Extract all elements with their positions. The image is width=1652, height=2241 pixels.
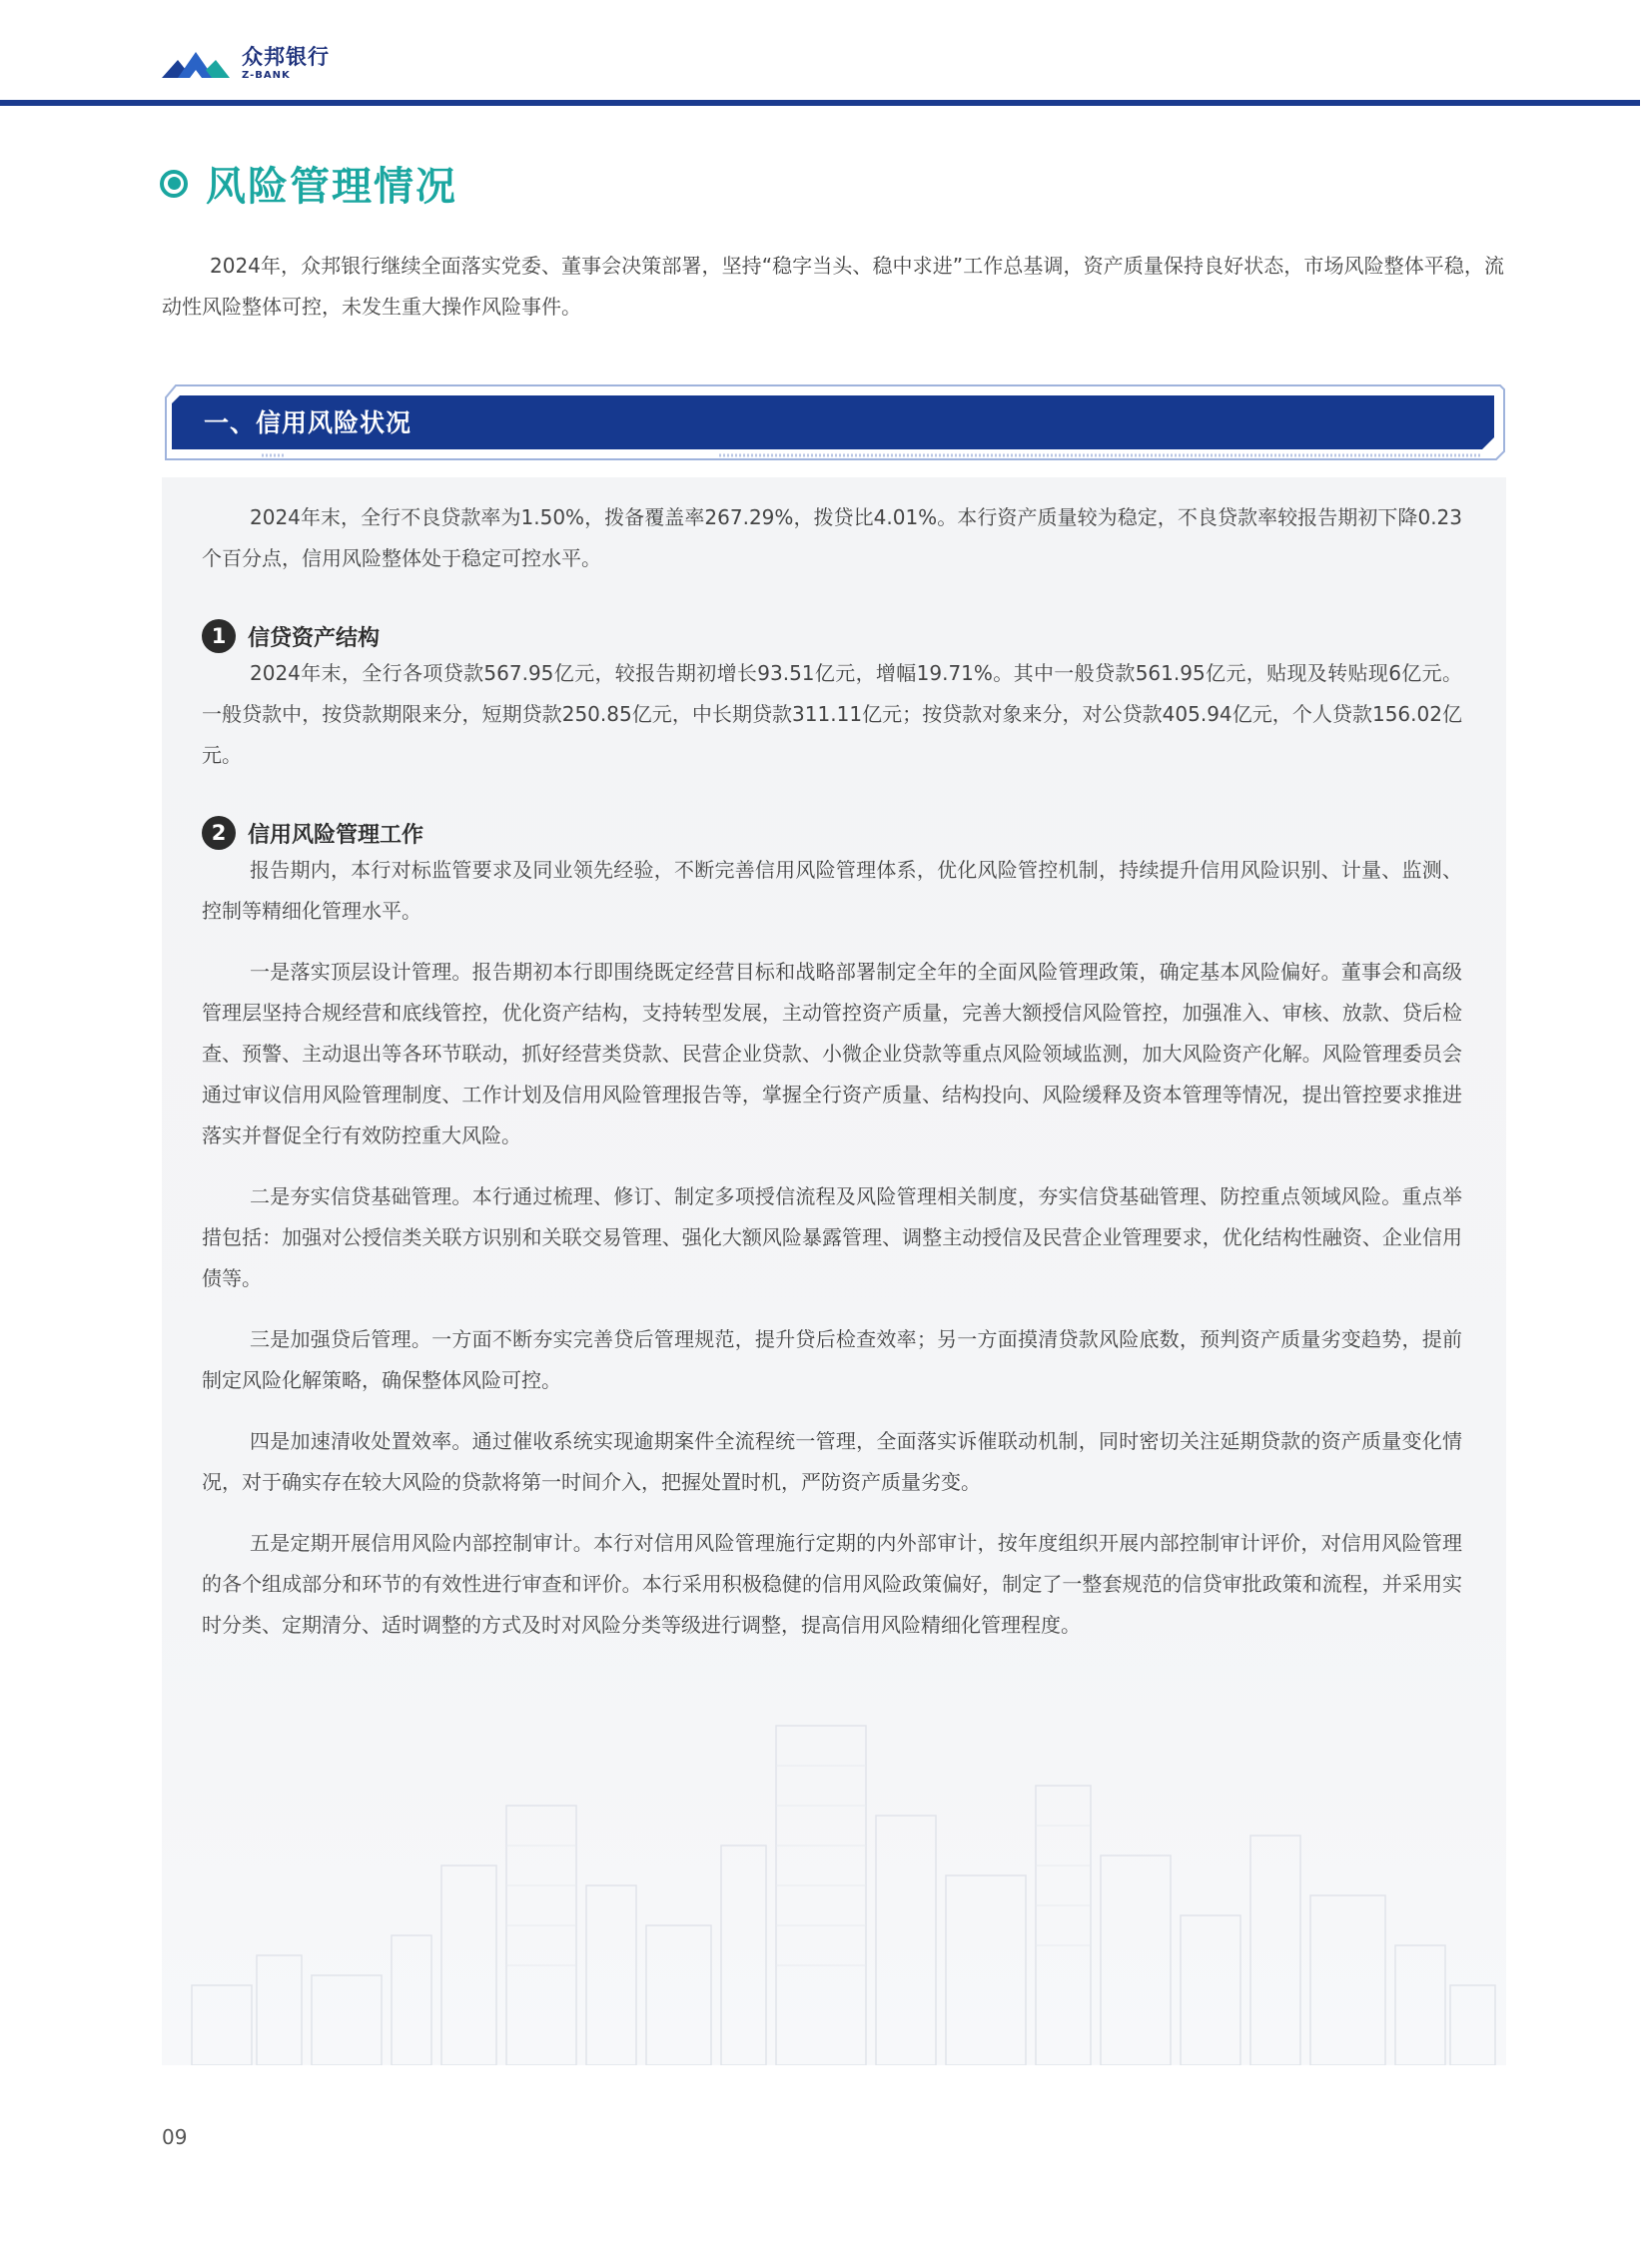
management-paragraph: 五是定期开展信用风险内部控制审计。本行对信用风险管理施行定期的内外部审计，按年度组织开展内部控制审计评价，对信用风险管理的各个组成部分和环节的有效性进行审查和评价。本行采用积极稳健的信用风险政策偏好，制定了一整套规范的信贷审批政策和流程，并采用实时分类、定期清分、适时调整的方式及时对风险分类等级进行调整，提高信用风险精细化管理程度。 bbox=[202, 1531, 1462, 1637]
subheading-title: 信用风险管理工作 bbox=[248, 822, 424, 848]
intro-paragraph: 2024年，众邦银行继续全面落实党委、董事会决策部署，坚持“稳字当头、稳中求进”工作总基调，资产质量保持良好状态，市场风险整体平稳，流动性风险整体可控，未发生重大操作风险事件。 bbox=[162, 254, 1504, 319]
subheading-credit-asset-structure bbox=[202, 619, 1462, 653]
section-title: 一、信用风险状况 bbox=[204, 408, 413, 437]
section-banner bbox=[162, 381, 1506, 461]
page-number: 09 bbox=[162, 2125, 188, 2149]
content-panel bbox=[162, 477, 1506, 2065]
logo-english-name: Z-BANK bbox=[242, 70, 291, 81]
page-header bbox=[0, 0, 1652, 112]
management-paragraph: 四是加速清收处置效率。通过催收系统实现逾期案件全流程统一管理，全面落实诉催联动机制，同时密切关注延期贷款的资产质量变化情况，对于确实存在较大风险的贷款将第一时间介入，把握处置时机，严防资产质量劣变。 bbox=[202, 1429, 1462, 1494]
logo-chinese-name: 众邦银行 bbox=[242, 45, 330, 69]
bank-logo bbox=[160, 44, 330, 84]
page-title-block bbox=[160, 155, 457, 212]
city-skyline-watermark bbox=[162, 1686, 1506, 2065]
subheading-credit-risk-management bbox=[202, 816, 1462, 850]
number-badge-1: 1 bbox=[202, 619, 236, 653]
credit-risk-overview: 2024年末，全行不良贷款率为1.50%，拨备覆盖率267.29%，拨贷比4.01%。本行资产质量较为稳定，不良贷款率较报告期初下降0.23个百分点，信用风险整体处于稳定可控水平。 bbox=[202, 505, 1462, 570]
management-paragraph: 报告期内，本行对标监管要求及同业领先经验，不断完善信用风险管理体系，优化风险管控机制，持续提升信用风险识别、计量、监测、控制等精细化管理水平。 bbox=[202, 858, 1462, 923]
header-divider bbox=[0, 100, 1640, 106]
management-paragraph: 二是夯实信贷基础管理。本行通过梳理、修订、制定多项授信流程及风险管理相关制度，夯实信贷基础管理、防控重点领域风险。重点举措包括：加强对公授信类关联方识别和关联交易管理、强化大额风险暴露管理、调整主动授信及民营企业管理要求，优化结构性融资、企业信用债等。 bbox=[202, 1184, 1462, 1290]
section-content bbox=[202, 497, 1462, 1646]
subheading-title: 信贷资产结构 bbox=[248, 625, 381, 651]
credit-asset-structure-text: 2024年末，全行各项贷款567.95亿元，较报告期初增长93.51亿元，增幅19.71%。其中一般贷款561.95亿元，贴现及转贴现6亿元。一般贷款中，按贷款期限来分，短期贷款250.85亿元，中长期贷款311.11亿元；按贷款对象来分，对公贷款405.94亿元，个人贷款156.02亿元。 bbox=[202, 661, 1462, 767]
management-paragraph: 一是落实顶层设计管理。报告期初本行即围绕既定经营目标和战略部署制定全年的全面风险管理政策，确定基本风险偏好。董事会和高级管理层坚持合规经营和底线管控，优化资产结构，支持转型发展，主动管控资产质量，完善大额授信风险管控，加强准入、审核、放款、贷后检查、预警、主动退出等各环节联动，抓好经营类贷款、民营企业贷款、小微企业贷款等重点风险领域监测，加大风险资产化解。风险管理委员会通过审议信用风险管理制度、工作计划及信用风险管理报告等，掌握全行资产质量、结构投向、风险缓释及资本管理等情况，提出管控要求推进落实并督促全行有效防控重大风险。 bbox=[202, 960, 1462, 1147]
title-bullet-icon bbox=[160, 170, 188, 198]
zbank-logo-icon bbox=[160, 44, 232, 84]
page-title: 风险管理情况 bbox=[206, 164, 457, 210]
number-badge-2: 2 bbox=[202, 816, 236, 850]
management-paragraph: 三是加强贷后管理。一方面不断夯实完善贷后管理规范，提升贷后检查效率；另一方面摸清贷款风险底数，预判资产质量劣变趋势，提前制定风险化解策略，确保整体风险可控。 bbox=[202, 1327, 1462, 1392]
